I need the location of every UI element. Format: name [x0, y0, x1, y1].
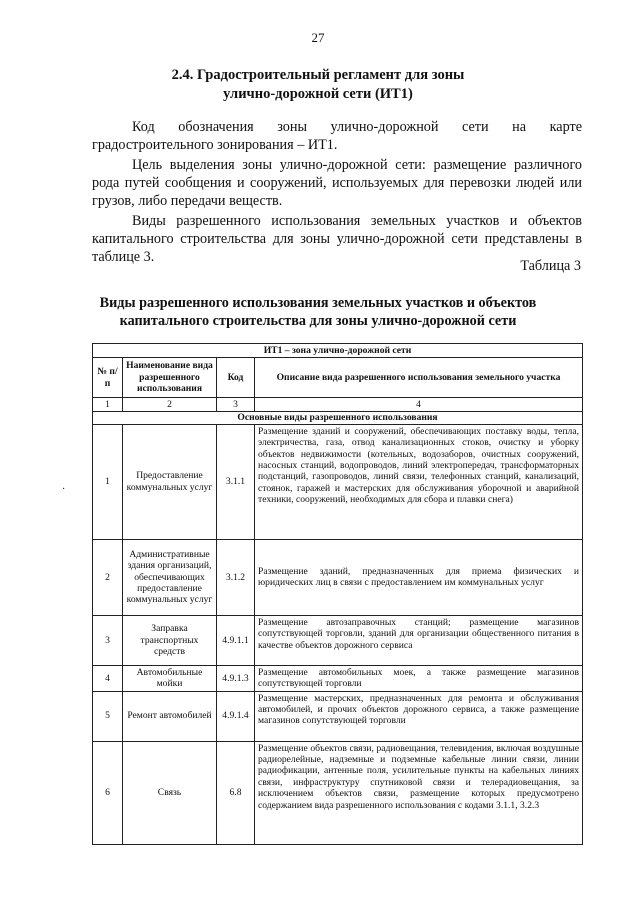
row-description: Размещение мастерских, предназначенных для ремонта и обслуживания автомобилей, и прочих объектов дорожного сервиса, а также размещение магазинов сопутствующей торговли — [255, 691, 583, 741]
table-zone-header: ИТ1 – зона улично-дорожной сети — [93, 344, 583, 358]
row-number: 6 — [93, 741, 123, 844]
row-description: Размещение автозаправочных станций; размещение магазинов сопутствующей торговли, зданий для организации общественного питания в качестве объектов дорожного сервиса — [255, 615, 583, 665]
row-number: 4 — [93, 665, 123, 691]
table-row — [93, 615, 583, 665]
row-use-name: Связь — [123, 741, 217, 844]
column-number: 2 — [123, 398, 217, 412]
table-title — [0, 294, 636, 330]
row-description: Размещение автомобильных моек, а также размещение магазинов сопутствующей торговли — [255, 665, 583, 691]
paragraph-zone-code: Код обозначения зоны улично-дорожной сети на карте градостроительного зонирования – ИТ1. — [92, 119, 582, 153]
paragraph-table-reference: Виды разрешенного использования земельных участков и объектов капитального строительства для зоны улично-дорожной сети представлены в таблице 3. — [92, 213, 582, 265]
column-header-code: Код — [217, 358, 255, 398]
row-number: 3 — [93, 615, 123, 665]
column-number: 3 — [217, 398, 255, 412]
row-description: Размещение объектов связи, радиовещания, телевидения, включая воздушные радиорелейные, надземные и подземные кабельные линии связи, линии радиофикации, антенные поля, усилительные пункты на кабельных линиях связи, инфраструктуру спутниковой связи и телерадиовещания, за исключением объектов связи, размещение которых предусмотрено содержанием вида разрешенного использования с кодами 3.1.1, 3.2.3 — [255, 741, 583, 844]
section-title-line-2: улично-дорожной сети (ИТ1) — [223, 86, 413, 102]
margin-mark: · — [62, 484, 66, 495]
page-number: 27 — [311, 30, 325, 45]
row-code: 4.9.1.4 — [217, 691, 255, 741]
table-title-line-2: капитального строительства для зоны улично-дорожной сети — [119, 313, 517, 329]
section-title — [0, 66, 636, 104]
row-code: 6.8 — [217, 741, 255, 844]
row-use-name: Административные здания организаций, обеспечивающих предоставление коммунальных услуг — [123, 539, 217, 615]
table-row — [93, 665, 583, 691]
table-title-line-1: Виды разрешенного использования земельных участков и объектов — [99, 295, 537, 311]
row-use-name: Предоставление коммунальных услуг — [123, 424, 217, 539]
column-header-name: Наименование вида разрешенного использования — [123, 358, 217, 398]
section-title-line-1: 2.4. Градостроительный регламент для зоны — [171, 67, 465, 83]
row-number: 5 — [93, 691, 123, 741]
table-row — [93, 741, 583, 844]
table-row — [93, 539, 583, 615]
table-row — [93, 691, 583, 741]
row-number: 2 — [93, 539, 123, 615]
column-number: 1 — [93, 398, 123, 412]
row-code: 4.9.1.3 — [217, 665, 255, 691]
column-header-number: № п/п — [93, 358, 123, 398]
row-code: 3.1.2 — [217, 539, 255, 615]
table-section-header: Основные виды разрешенного использования — [93, 412, 583, 424]
table-row — [93, 424, 583, 539]
row-use-name: Ремонт автомобилей — [123, 691, 217, 741]
row-use-name: Автомобильные мойки — [123, 665, 217, 691]
column-number: 4 — [255, 398, 583, 412]
row-number: 1 — [93, 424, 123, 539]
row-code: 4.9.1.1 — [217, 615, 255, 665]
permitted-use-table — [92, 343, 583, 845]
column-header-description: Описание вида разрешенного использования земельного участка — [255, 358, 583, 398]
row-description: Размещение зданий и сооружений, обеспечивающих поставку воды, тепла, электричества, газа, отвод канализационных стоков, очистку и уборку объектов недвижимости (котельных, водозаборов, очистных сооружений, насосных станций, водопроводов, линий электропередач, трансформаторных подстанций, газопроводов, линий связи, телефонных станций, канализаций, стоянок, гаражей и мастерских для обслуживания уборочной и аварийной техники, сооружений, необходимых для сбора и плавки снега) — [255, 424, 583, 539]
row-use-name: Заправка транспортных средств — [123, 615, 217, 665]
row-code: 3.1.1 — [217, 424, 255, 539]
table-label: Таблица 3 — [520, 258, 581, 274]
paragraph-zone-purpose: Цель выделения зоны улично-дорожной сети: размещение различного рода путей сообщения и сооружений, используемых для перевозки людей или грузов, либо передачи веществ. — [92, 157, 582, 209]
row-description: Размещение зданий, предназначенных для приема физических и юридических лиц в связи с предоставлением им коммунальных услуг — [255, 539, 583, 615]
